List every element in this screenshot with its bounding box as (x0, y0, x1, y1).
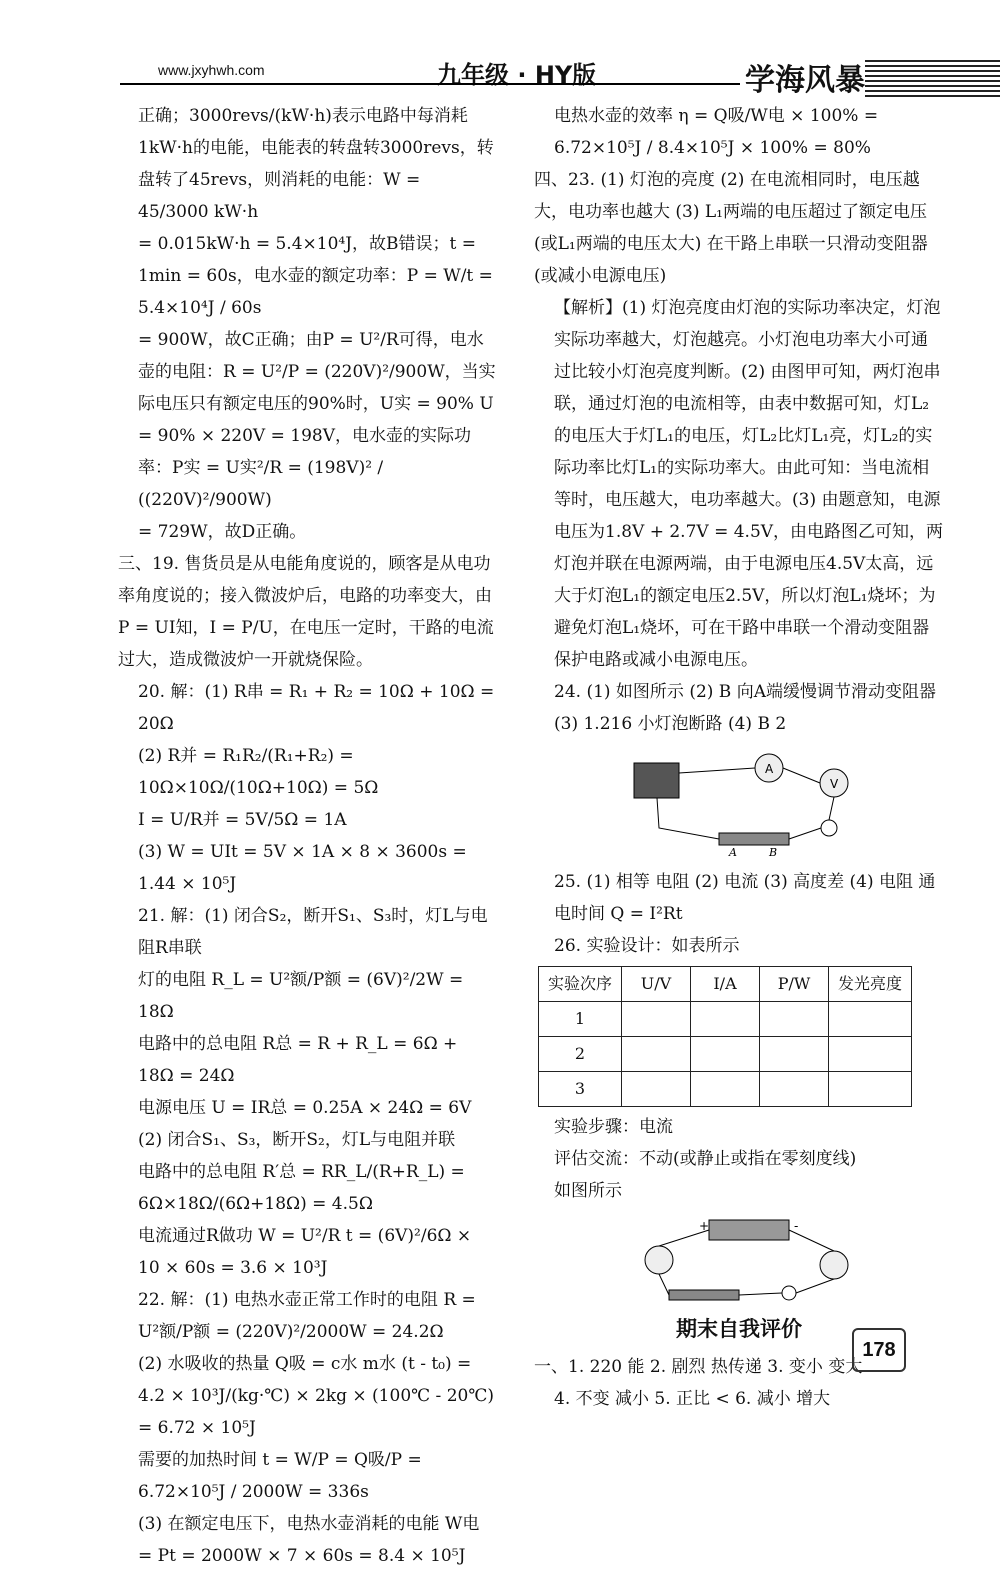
table-cell (622, 1072, 691, 1107)
answer-22-a: 22. 解：(1) 电热水壶正常工作时的电阻 R = U²额/P额 = (220V)²/2000W = 24.2Ω (138, 1290, 476, 1342)
table-cell: 2 (539, 1037, 622, 1072)
voltmeter-label: V (830, 777, 839, 791)
circuit-diagram-1 (629, 748, 879, 858)
left-column (118, 100, 496, 1572)
circuit-figure-2 (629, 1215, 879, 1305)
efficiency-line: 电热水壶的效率 η = Q吸/W电 × 100% = 6.72×10⁵J / 8.4×10⁵J × 100% = 80% (554, 106, 879, 158)
page-header (0, 0, 1000, 100)
rheostat-b-label: B (769, 846, 778, 858)
table-cell (829, 1037, 912, 1072)
answer-22-c: 需要的加热时间 t = W/P = Q吸/P = 6.72×10⁵J / 2000W = 336s (138, 1450, 422, 1502)
table-header: P/W (760, 967, 829, 1002)
rheostat-shape (669, 1290, 739, 1300)
answer-26: 26. 实验设计：如表所示 (554, 936, 740, 956)
answer-22-b: (2) 水吸收的热量 Q吸 = c水 m水 (t - t₀) = 4.2 × 10³J/(kg·℃) × 2kg × (100℃ - 20℃) = 6.72 × 10⁵J (138, 1354, 494, 1438)
answer-21-c: 电路中的总电阻 R总 = R + R_L = 6Ω + 18Ω = 24Ω (138, 1034, 458, 1086)
left-p2: = 0.015kW·h = 5.4×10⁴J，故B错误；t = 1min = 60s，电水壶的额定功率：P = W/t = 5.4×10⁴J / 60s (138, 234, 493, 318)
section-title: 期末自我评价 (676, 1317, 802, 1341)
answer-21-b: 灯的电阻 R_L = U²额/P额 = (6V)²/2W = 18Ω (138, 970, 464, 1022)
rheostat-a-label: A (729, 846, 737, 858)
answer-20-d: (3) W = UIt = 5V × 1A × 8 × 3600s = 1.44 × 10⁵J (138, 842, 467, 894)
answer-21-f: 电路中的总电阻 R′总 = RR_L/(R+R_L) = 6Ω×18Ω/(6Ω+18Ω) = 4.5Ω (138, 1162, 465, 1214)
table-header-row (539, 967, 912, 1002)
final-answers-1: 一、1. 220 能 2. 剧烈 热传递 3. 变小 变大 (534, 1357, 863, 1377)
answer-22-d: (3) 在额定电压下，电热水壶消耗的电能 W电 = Pt = 2000W × 7 × 60s = 8.4 × 10⁵J (138, 1514, 480, 1566)
page-number: 178 (852, 1328, 906, 1372)
header-stripes (865, 60, 1000, 100)
right-column (534, 100, 944, 1415)
battery-minus: - (794, 1219, 799, 1233)
header-url: www.jxyhwh.com (158, 62, 265, 78)
table-row (539, 1037, 912, 1072)
as-figure: 如图所示 (554, 1181, 622, 1201)
table-cell: 1 (539, 1002, 622, 1037)
table-cell (829, 1072, 912, 1107)
table-header: 实验次序 (539, 967, 622, 1002)
bulb-shape (782, 1286, 796, 1300)
answer-21-g: 电流通过R做功 W = U²/R t = (6V)²/6Ω × 10 × 60s = 3.6 × 10³J (138, 1226, 472, 1278)
table-cell (829, 1002, 912, 1037)
left-p4: = 729W，故D正确。 (138, 522, 307, 542)
answer-21-e: (2) 闭合S₁、S₃，断开S₂，灯L与电阻并联 (138, 1130, 456, 1150)
battery-shape (709, 1220, 789, 1240)
table-cell (691, 1002, 760, 1037)
table-header: U/V (622, 967, 691, 1002)
header-title: 九年级 · HY版 (437, 61, 597, 89)
bulb-shape (821, 820, 837, 836)
left-p1: 正确；3000revs/(kW·h)表示电路中每消耗1kW·h的电能，电能表的转盘转3000revs，转盘转了45revs，则消耗的电能：W = 45/3000 kW·h (138, 106, 494, 222)
battery-plus: + (699, 1219, 710, 1233)
table-cell (760, 1037, 829, 1072)
voltmeter-shape (820, 1251, 848, 1279)
wires (657, 768, 834, 839)
answer-21-d: 电源电压 U = IR总 = 0.25A × 24Ω = 6V (138, 1098, 472, 1118)
table-cell: 3 (539, 1072, 622, 1107)
answer-21-a: 21. 解：(1) 闭合S₂，断开S₁、S₃时，灯L与电阻R串联 (138, 906, 488, 958)
answer-20-c: I = U/R并 = 5V/5Ω = 1A (138, 810, 347, 830)
left-p3: = 900W，故C正确；由P = U²/R可得，电水壶的电阻：R = U²/P = (220V)²/900W，当实际电压只有额定电压的90%时，U实 = 90% U = 90% × 220V = 198V，电水壶的实际功率：P实 = U实²/R = (198V)² / ((220V)²/900W) (138, 330, 496, 510)
table-header: 发光亮度 (829, 967, 912, 1002)
ammeter-label: A (765, 762, 774, 776)
battery-shape (634, 763, 679, 798)
experiment-table (538, 966, 912, 1107)
answer-23-analysis: 【解析】(1) 灯泡亮度由灯泡的实际功率决定，灯泡实际功率越大，灯泡越亮。小灯泡电功率大小可通过比较小灯泡亮度判断。(2) 由图甲可知，两灯泡串联，通过灯泡的电流相等，由表中数据可知，灯L₂的电压大于灯L₁的电压，灯L₂比灯L₁亮，灯L₂的实际功率比灯L₁的实际功率大。由此可知：当电流相等时，电压越大，电功率越大。(3) 由题意知，电源电压为1.8V + 2.7V = 4.5V，由电路图乙可知，两灯泡并联在电源两端，由于电源电压4.5V太高，远大于灯泡L₁的额定电压2.5V，所以灯泡L₁烧坏；为避免灯泡L₁烧坏，可在干路中串联一个滑动变阻器保护电路或减小电源电压。 (554, 298, 944, 670)
ammeter-shape (645, 1246, 673, 1274)
table-cell (622, 1037, 691, 1072)
answer-23: 四、23. (1) 灯泡的亮度 (2) 在电流相同时，电压越大，电功率也越大 (3) L₁两端的电压超过了额定电压(或L₁两端的电压太大) 在干路上串联一只滑动变阻器(或减小电源电压) (534, 170, 928, 286)
answer-19: 三、19. 售货员是从电能角度说的，顾客是从电功率角度说的；接入微波炉后，电路的功率变大，由P = UI知，I = P/U，在电压一定时，干路的电流过大，造成微波炉一开就烧保险。 (118, 554, 494, 670)
answer-24: 24. (1) 如图所示 (2) B 向A端缓慢调节滑动变阻器 (3) 1.216 小灯泡断路 (4) B 2 (554, 682, 936, 734)
answer-20-b: (2) R并 = R₁R₂/(R₁+R₂) = 10Ω×10Ω/(10Ω+10Ω) = 5Ω (138, 746, 379, 798)
table-row (539, 1072, 912, 1107)
experiment-steps: 实验步骤：电流 (554, 1117, 673, 1137)
circuit-figure-1 (629, 748, 879, 858)
table-cell (691, 1072, 760, 1107)
header-rule (120, 83, 740, 85)
final-answers-2: 4. 不变 减小 5. 正比 < 6. 减小 增大 (554, 1389, 831, 1409)
table-cell (760, 1072, 829, 1107)
table-cell (760, 1002, 829, 1037)
table-row (539, 1002, 912, 1037)
brand-logo: 学海风暴 (745, 63, 865, 98)
rheostat-shape (719, 833, 789, 845)
table-header: I/A (691, 967, 760, 1002)
answer-25: 25. (1) 相等 电阻 (2) 电流 (3) 高度差 (4) 电阻 通电时间 Q = I²Rt (554, 872, 936, 924)
circuit-diagram-2 (629, 1215, 879, 1305)
evaluation: 评估交流：不动(或静止或指在零刻度线) (554, 1149, 857, 1169)
table-cell (691, 1037, 760, 1072)
table-cell (622, 1002, 691, 1037)
answer-20-a: 20. 解：(1) R串 = R₁ + R₂ = 10Ω + 10Ω = 20Ω (138, 682, 495, 734)
